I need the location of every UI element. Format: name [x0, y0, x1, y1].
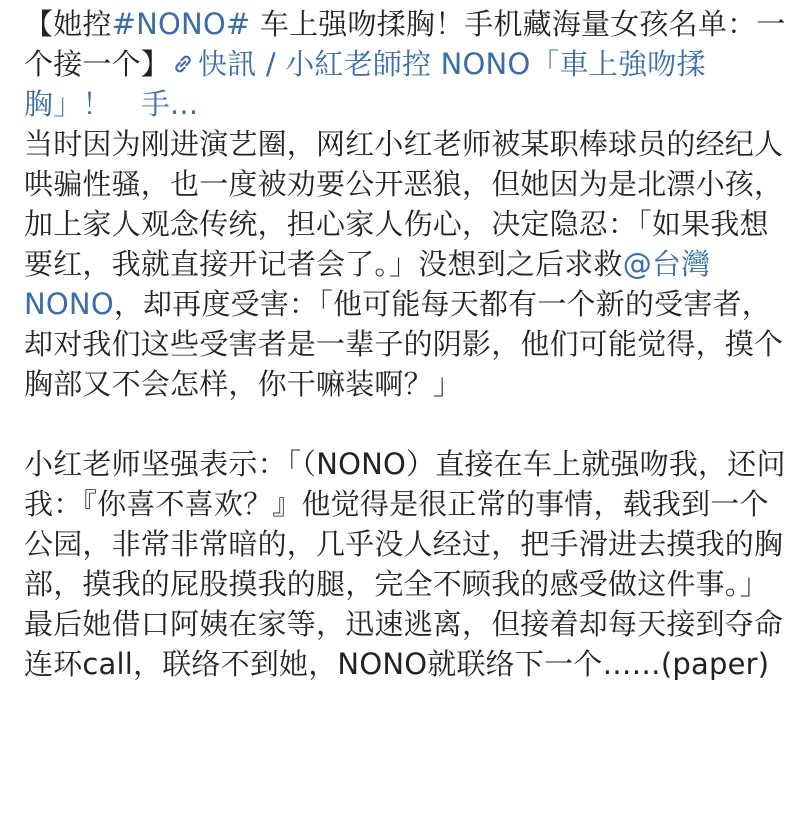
mention-link[interactable]: @台灣NONO: [24, 247, 711, 321]
post-paragraph-2: [24, 444, 786, 684]
post-paragraph-1: [24, 124, 786, 404]
paragraph-2-text: 小红老师坚强表示：「（NONO）直接在车上就强吻我，还问我：『你喜不喜欢？』他觉得是很正常的事情，载我到一个公园，非常非常暗的，几乎没人经过，把手滑进去摸我的胸部，摸我的屁股摸我的腿，完全不顾我的感受做这件事。」最后她借口阿姨在家等，迅速逃离，但接着却每天接到夺命连环call，联络不到她，NONO就联络下一个……(paper): [24, 447, 786, 681]
post-headline: [24, 4, 786, 124]
paragraph-gap: [24, 404, 786, 444]
article-link-text: 快訊 / 小紅老師控 NONO「車上強吻揉胸」！ 手...: [24, 47, 706, 121]
paragraph-1-text-a: 当时因为刚进演艺圈，网红小红老师被某职棒球员的经纪人哄骗性骚，也一度被劝要公开恶狼，但她因为是北漂小孩，加上家人观念传统，担心家人伤心，决定隐忍：「如果我想要红，我就直接开记者会了。」没想到之后求救: [24, 127, 784, 281]
headline-rest: 车上强吻揉胸！手机藏海量女孩名单：一个接一个】: [24, 7, 786, 81]
headline-open: 【她控: [24, 7, 112, 41]
link-icon: [170, 47, 196, 73]
hashtag-link[interactable]: #NONO#: [111, 7, 251, 41]
paragraph-1-text-b: ，却再度受害：「他可能每天都有一个新的受害者，却对我们这些受害者是一辈子的阴影，他们可能觉得，摸个胸部又不会怎样，你干嘛装啊？」: [24, 287, 784, 401]
